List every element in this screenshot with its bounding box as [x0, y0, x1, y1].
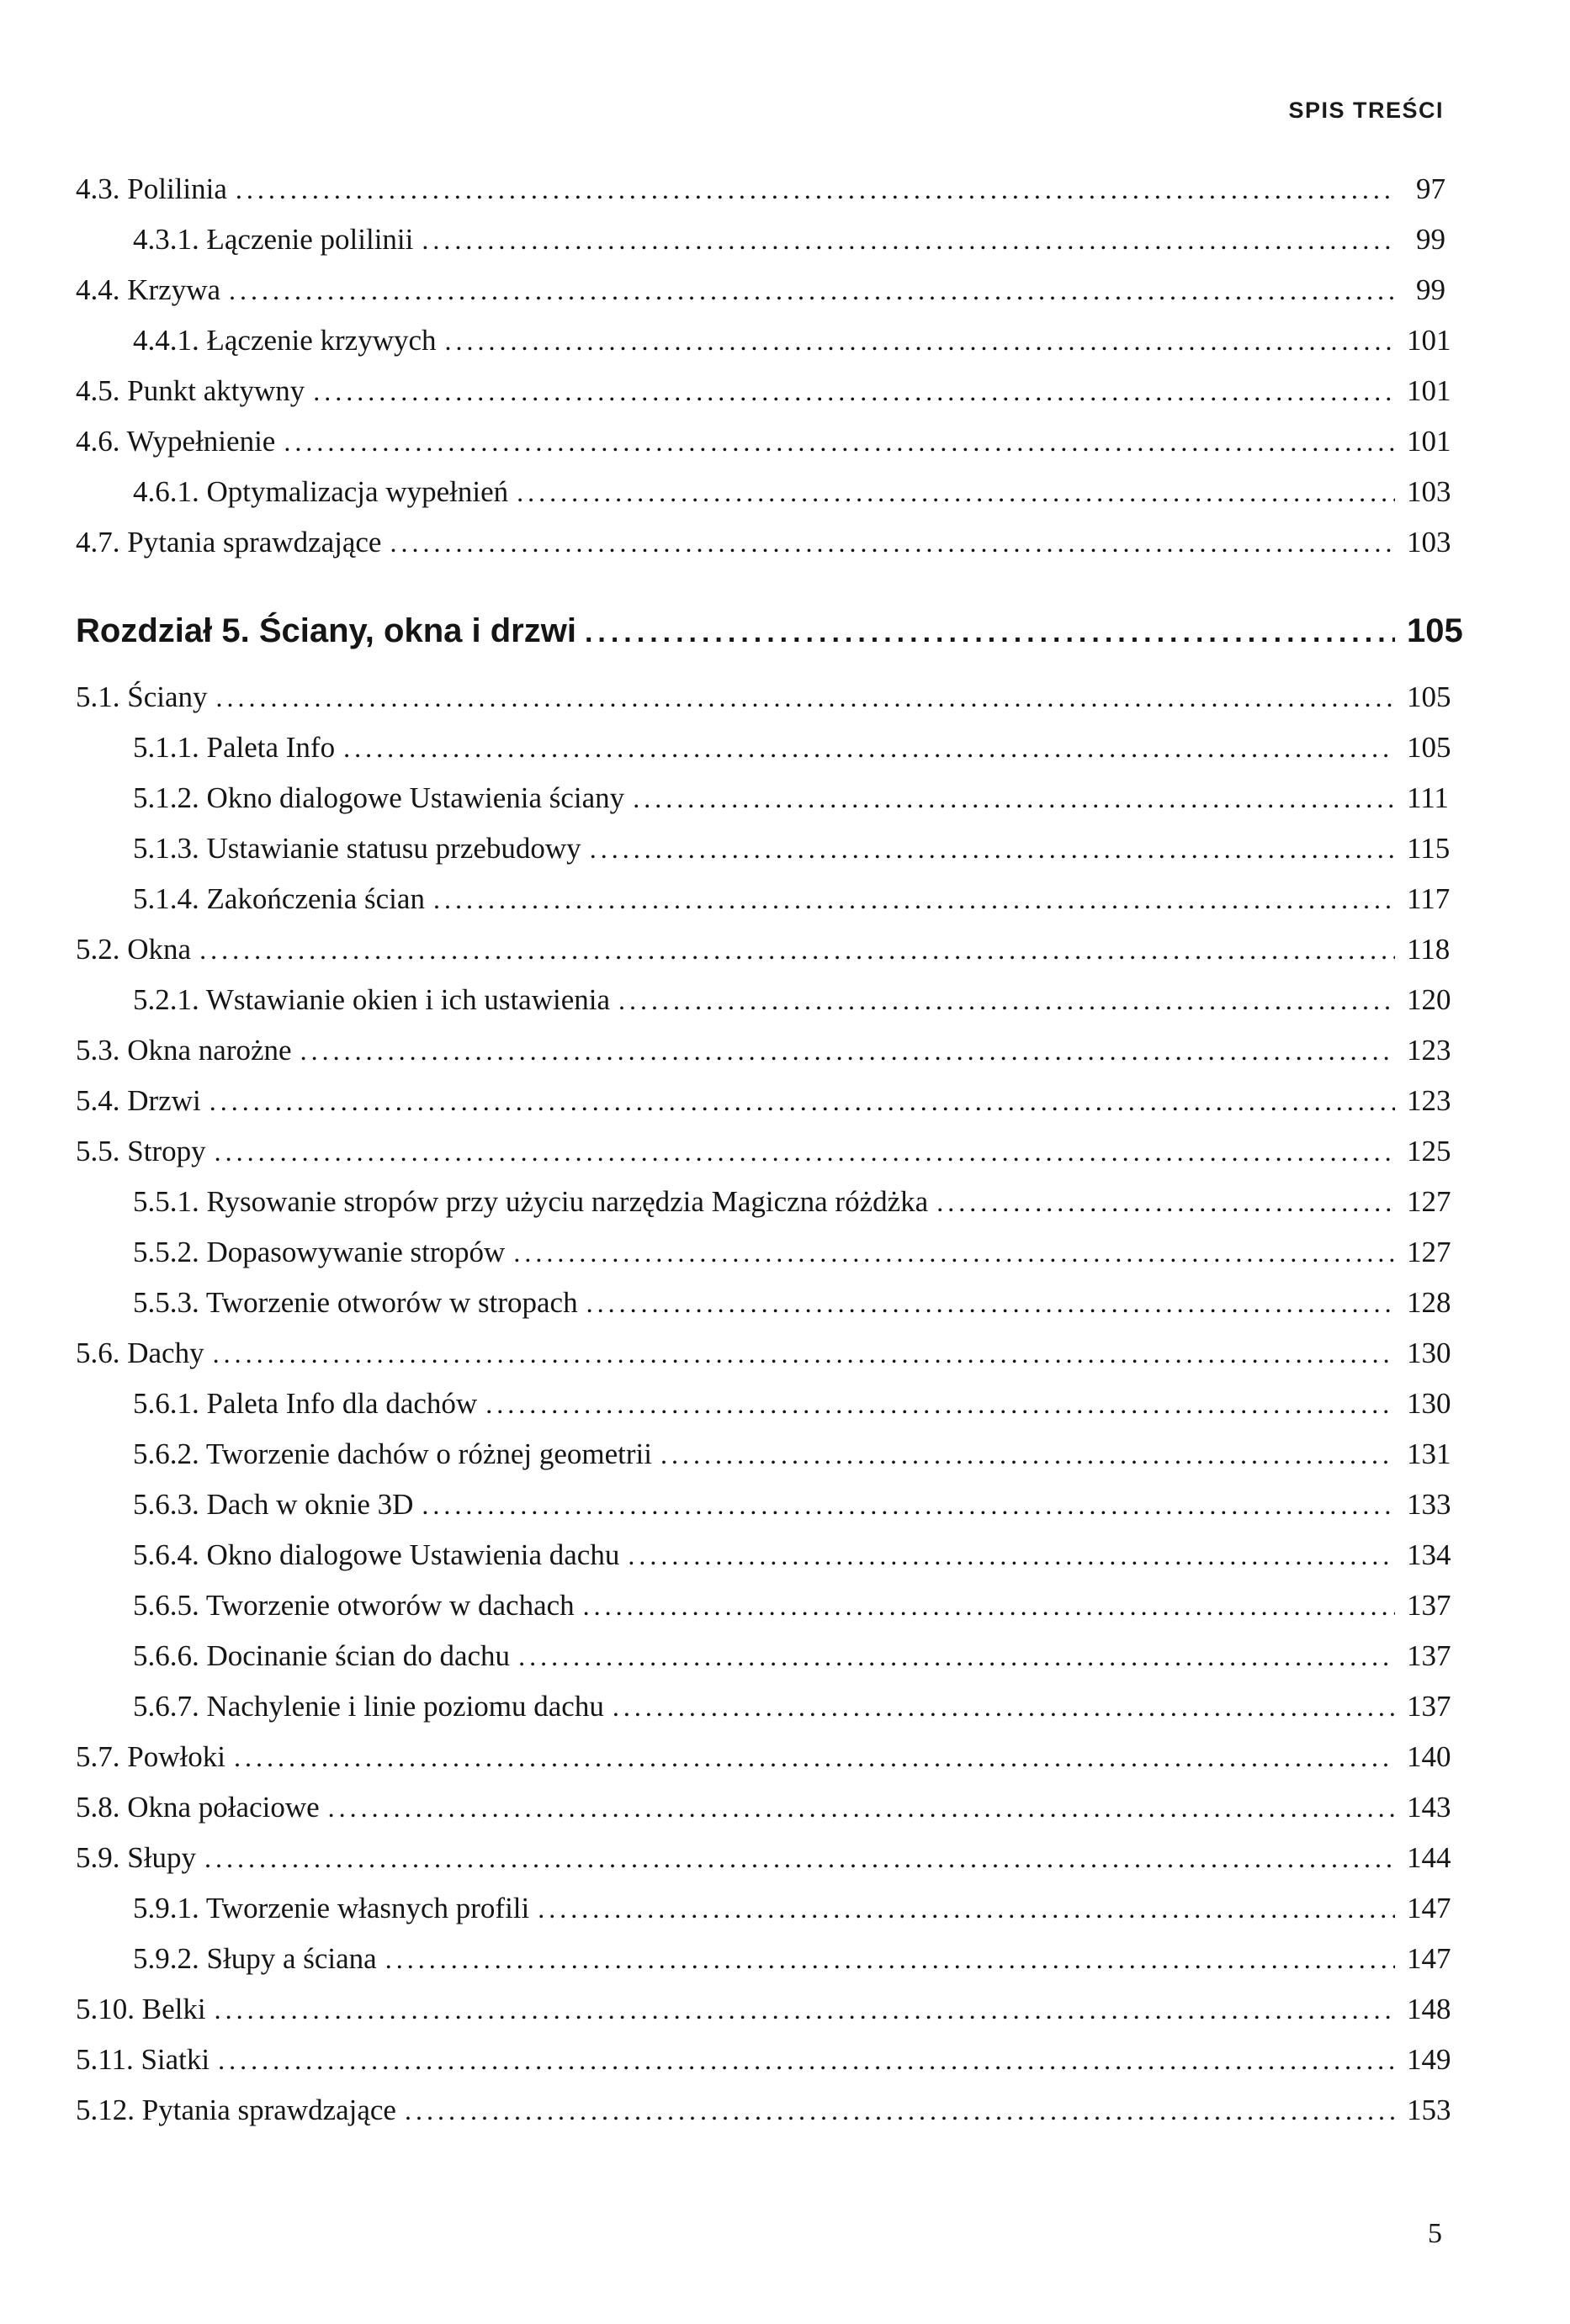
toc-entry-page: 99 — [1416, 223, 1445, 256]
toc-row — [76, 774, 1449, 824]
toc-entry-label: 5.10. Belki — [76, 1993, 206, 2025]
toc-row — [76, 215, 1445, 266]
toc-entry-label: 5.9.1. Tworzenie własnych profili — [133, 1892, 530, 1924]
toc-entry-label: 5.6.7. Nachylenie i linie poziomu dachu — [133, 1690, 604, 1723]
toc-leader-dots — [445, 316, 1395, 365]
toc-entry-label: 5.1.3. Ustawianie statusu przebudowy — [133, 832, 581, 865]
toc-leader-dots — [618, 976, 1395, 1024]
toc-leader-dots — [300, 1026, 1395, 1075]
toc-row — [76, 1935, 1451, 1985]
toc-leader-dots — [585, 601, 1395, 663]
page-footer — [1428, 2218, 1442, 2250]
toc-row — [76, 1531, 1451, 1581]
header-title: SPIS TREŚCI — [1288, 98, 1444, 123]
toc-entry-page: 128 — [1407, 1286, 1451, 1319]
toc-entry-page: 118 — [1407, 933, 1451, 966]
toc-leader-dots — [936, 1178, 1395, 1226]
toc-row — [76, 1733, 1451, 1783]
page-header — [1288, 98, 1444, 124]
toc-row — [76, 1834, 1451, 1884]
toc-row — [76, 601, 1463, 663]
toc-row — [76, 925, 1451, 976]
toc-entry-page: 137 — [1407, 1639, 1451, 1672]
toc-leader-dots — [513, 1228, 1395, 1277]
toc-entry-label: 5.9. Słupy — [76, 1841, 196, 1874]
toc-row — [76, 468, 1451, 518]
toc-entry-label: 4.5. Punkt aktywny — [76, 374, 305, 407]
toc-row — [76, 976, 1451, 1026]
toc-row — [76, 1026, 1451, 1077]
toc-entry-page: 120 — [1407, 983, 1451, 1016]
toc-entry-label: 5.1.2. Okno dialogowe Ustawienia ściany — [133, 781, 625, 814]
toc-entry-label: 4.7. Pytania sprawdzające — [76, 526, 382, 559]
toc-entry-label: 4.6.1. Optymalizacja wypełnień — [133, 475, 509, 508]
toc-leader-dots — [328, 1783, 1395, 1832]
toc-entry-page: 123 — [1407, 1034, 1451, 1067]
toc-row — [76, 1329, 1451, 1379]
toc-entry-label: 4.6. Wypełnienie — [76, 425, 276, 458]
toc-entry-page: 99 — [1416, 273, 1445, 306]
toc-leader-dots — [660, 1430, 1395, 1479]
toc-entry-page: 147 — [1407, 1942, 1451, 1975]
toc-row — [76, 1430, 1451, 1480]
toc-entry-page: 115 — [1407, 832, 1451, 865]
toc-leader-dots — [385, 1935, 1395, 1983]
toc-row — [76, 367, 1451, 417]
toc-entry-page: 101 — [1407, 374, 1451, 407]
toc-entry-page: 153 — [1407, 2094, 1451, 2126]
toc-entry-label: 5.11. Siatki — [76, 2043, 210, 2076]
toc-row — [76, 417, 1451, 468]
toc-leader-dots — [517, 468, 1395, 516]
toc-leader-dots — [284, 417, 1395, 466]
toc-entry-page: 130 — [1407, 1337, 1451, 1369]
toc-row — [76, 1682, 1451, 1733]
toc-row — [76, 1632, 1451, 1682]
toc-entry-page: 134 — [1407, 1538, 1451, 1571]
toc-entry-page: 148 — [1407, 1993, 1451, 2025]
toc-row — [76, 2035, 1451, 2086]
toc-entry-page: 149 — [1407, 2043, 1451, 2076]
toc-entry-label: 5.1.4. Zakończenia ścian — [133, 882, 425, 915]
toc-entry-label: 4.4. Krzywa — [76, 273, 221, 306]
toc-entry-label: 5.4. Drzwi — [76, 1084, 201, 1117]
toc-leader-dots — [590, 824, 1395, 873]
toc-row — [76, 266, 1445, 316]
toc-entry-page: 125 — [1407, 1135, 1451, 1167]
toc-leader-dots — [210, 1077, 1395, 1125]
toc-leader-dots — [538, 1884, 1395, 1933]
toc-leader-dots — [236, 165, 1395, 214]
toc-entry-page: 140 — [1407, 1740, 1451, 1773]
toc-entry-label: 5.6.5. Tworzenie otworów w dachach — [133, 1589, 575, 1622]
toc-entry-label: 5.2. Okna — [76, 933, 192, 966]
toc-entry-label: 5.6.4. Okno dialogowe Ustawienia dachu — [133, 1538, 620, 1571]
toc-entry-label: 5.1.1. Paleta Info — [133, 731, 336, 764]
toc-leader-dots — [390, 518, 1395, 567]
toc-entry-page: 123 — [1407, 1084, 1451, 1117]
toc-leader-dots — [485, 1379, 1395, 1428]
toc-entry-label: 5.6. Dachy — [76, 1337, 204, 1369]
toc-row — [76, 723, 1451, 774]
toc-list — [76, 165, 1463, 2136]
toc-entry-page: 101 — [1407, 324, 1451, 357]
toc-entry-label: 5.8. Okna połaciowe — [76, 1791, 320, 1824]
toc-entry-page: 105 — [1407, 731, 1451, 764]
toc-leader-dots — [215, 1127, 1395, 1176]
toc-leader-dots — [613, 1682, 1395, 1731]
toc-row — [76, 1178, 1451, 1228]
toc-leader-dots — [343, 723, 1395, 772]
toc-entry-label: 5.9.2. Słupy a ściana — [133, 1942, 377, 1975]
toc-row — [76, 1379, 1451, 1430]
toc-entry-label: 5.6.2. Tworzenie dachów o różnej geometrii — [133, 1437, 652, 1470]
toc-entry-label: 5.3. Okna narożne — [76, 1034, 292, 1067]
toc-entry-page: 144 — [1407, 1841, 1451, 1874]
toc-leader-dots — [583, 1581, 1395, 1630]
toc-entry-page: 147 — [1407, 1892, 1451, 1924]
toc-row — [76, 1228, 1451, 1278]
toc-leader-dots — [213, 1329, 1395, 1378]
toc-entry-page: 105 — [1407, 612, 1463, 649]
toc-entry-page: 127 — [1407, 1236, 1451, 1268]
toc-entry-label: 4.4.1. Łączenie krzywych — [133, 324, 437, 357]
toc-entry-label: 5.5.3. Tworzenie otworów w stropach — [133, 1286, 578, 1319]
toc-entry-label: 5.6.3. Dach w oknie 3D — [133, 1488, 414, 1521]
toc-entry-page: 111 — [1407, 781, 1449, 814]
toc-entry-label: 5.7. Powłoki — [76, 1740, 225, 1773]
toc-row — [76, 2086, 1451, 2136]
toc-row — [76, 165, 1445, 215]
toc-row — [76, 1480, 1451, 1531]
toc-entry-label: 5.2.1. Wstawianie okien i ich ustawienia — [133, 983, 610, 1016]
toc-leader-dots — [586, 1278, 1395, 1327]
toc-row — [76, 1077, 1451, 1127]
toc-entry-label: 5.6.6. Docinanie ścian do dachu — [133, 1639, 511, 1672]
toc-entry-label: 5.5.1. Rysowanie stropów przy użyciu narzędzia Magiczna różdżka — [133, 1185, 929, 1218]
toc-row — [76, 316, 1451, 367]
toc-leader-dots — [518, 1632, 1395, 1681]
toc-leader-dots — [234, 1733, 1395, 1781]
toc-leader-dots — [633, 774, 1395, 823]
toc-entry-label: 5.12. Pytania sprawdzające — [76, 2094, 396, 2126]
toc-leader-dots — [628, 1531, 1395, 1580]
toc-row — [76, 875, 1451, 925]
toc-row — [76, 824, 1451, 875]
toc-leader-dots — [199, 925, 1395, 974]
toc-entry-page: 137 — [1407, 1690, 1451, 1723]
toc-entry-label: 5.1. Ściany — [76, 680, 208, 713]
toc-row — [76, 1278, 1451, 1329]
toc-entry-label: 5.6.1. Paleta Info dla dachów — [133, 1387, 478, 1420]
toc-leader-dots — [313, 367, 1395, 416]
toc-entry-page: 127 — [1407, 1185, 1451, 1218]
toc-entry-label: Rozdział 5. Ściany, okna i drzwi — [76, 612, 576, 649]
toc-row — [76, 1985, 1451, 2035]
toc-leader-dots — [422, 1480, 1395, 1529]
toc-entry-label: 4.3.1. Łączenie polilinii — [133, 223, 414, 256]
toc-row — [76, 1127, 1451, 1178]
toc-row — [76, 673, 1451, 723]
toc-entry-page: 143 — [1407, 1791, 1451, 1824]
toc-entry-page: 101 — [1407, 425, 1451, 458]
toc-entry-label: 5.5. Stropy — [76, 1135, 206, 1167]
toc-entry-page: 131 — [1407, 1437, 1451, 1470]
toc-row — [76, 518, 1451, 569]
toc-entry-page: 103 — [1407, 475, 1451, 508]
toc-entry-page: 137 — [1407, 1589, 1451, 1622]
toc-entry-page: 103 — [1407, 526, 1451, 559]
toc-entry-page: 117 — [1407, 882, 1451, 915]
toc-leader-dots — [422, 215, 1395, 264]
toc-entry-label: 5.5.2. Dopasowywanie stropów — [133, 1236, 506, 1268]
toc-row — [76, 1884, 1451, 1935]
toc-entry-page: 133 — [1407, 1488, 1451, 1521]
toc-leader-dots — [204, 1834, 1395, 1882]
toc-leader-dots — [229, 266, 1395, 315]
toc-row — [76, 1783, 1451, 1834]
toc-leader-dots — [215, 1985, 1395, 2034]
toc-row — [76, 1581, 1451, 1632]
toc-leader-dots — [218, 2035, 1395, 2084]
toc-entry-page: 130 — [1407, 1387, 1451, 1420]
toc-entry-label: 4.3. Polilinia — [76, 172, 227, 205]
page-number: 5 — [1428, 2218, 1442, 2249]
toc-entry-page: 105 — [1407, 680, 1451, 713]
toc-entry-page: 97 — [1416, 172, 1445, 205]
toc-leader-dots — [433, 875, 1395, 924]
toc-leader-dots — [405, 2086, 1395, 2135]
toc-leader-dots — [216, 673, 1395, 722]
